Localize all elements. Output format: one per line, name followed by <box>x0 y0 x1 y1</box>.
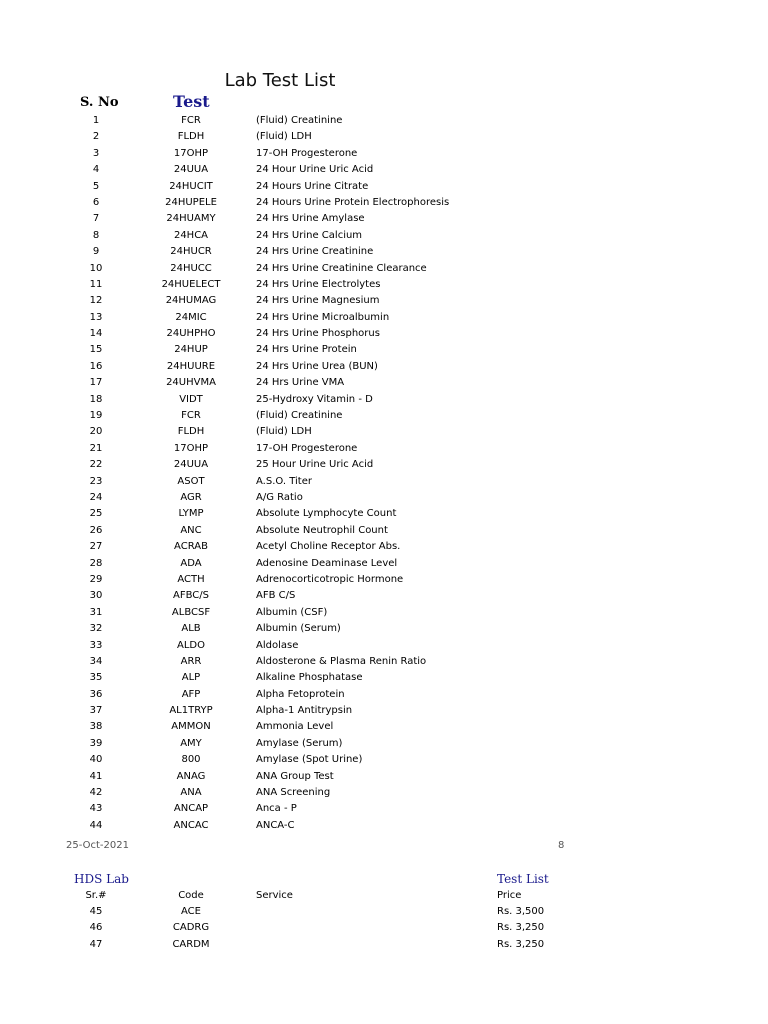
table-row <box>0 752 768 768</box>
table-row <box>0 785 768 801</box>
row-number: 30 <box>89 590 103 602</box>
table-row <box>0 179 768 195</box>
table-row <box>0 719 768 735</box>
row-number: 9 <box>92 246 100 258</box>
test-code: 24HUMAG <box>165 295 217 307</box>
test-code: 17OHP <box>173 147 209 159</box>
test-code: ASOT <box>177 475 205 487</box>
test-code: 17OHP <box>173 442 209 454</box>
test-code: 24HUURE <box>166 360 216 372</box>
test-list-table <box>0 113 768 834</box>
row-number: 36 <box>89 688 103 700</box>
table-row <box>0 818 768 834</box>
table-row <box>0 392 768 408</box>
test-name: Adrenocorticotropic Hormone <box>256 573 404 585</box>
table-row <box>0 261 768 277</box>
table-row <box>0 113 768 129</box>
row-number: 43 <box>89 803 103 815</box>
row-number: 39 <box>89 737 103 749</box>
row-number: 25 <box>89 508 103 520</box>
test-name: Acetyl Choline Receptor Abs. <box>256 541 401 553</box>
row-number: 28 <box>89 557 103 569</box>
table-row <box>0 621 768 637</box>
row-number: 27 <box>89 541 103 553</box>
row-number: 20 <box>89 426 103 438</box>
test-name: (Fluid) LDH <box>256 426 312 438</box>
test-code: AL1TRYP <box>169 705 213 717</box>
test-name: ANCA-C <box>256 819 295 831</box>
test-name: 24 Hour Urine Uric Acid <box>256 164 374 176</box>
test-code: 24HUP <box>174 344 208 356</box>
table-row <box>0 474 768 490</box>
test-code: CARDM <box>172 938 210 950</box>
test-code: ALP <box>181 672 201 684</box>
row-number: 1 <box>92 115 100 126</box>
table-row <box>0 801 768 817</box>
test-name: 24 Hrs Urine Electrolytes <box>256 278 381 290</box>
test-code: LYMP <box>178 508 204 520</box>
row-number: 7 <box>92 213 100 225</box>
table-row <box>0 244 768 260</box>
test-code: ALBCSF <box>171 606 211 618</box>
table-row <box>0 228 768 244</box>
test-name: Absolute Lymphocyte Count <box>256 508 397 520</box>
table-row <box>0 441 768 457</box>
row-number: 19 <box>89 410 103 422</box>
test-name: 24 Hrs Urine Calcium <box>256 229 363 241</box>
test-name: 17-OH Progesterone <box>256 442 358 454</box>
row-number: 11 <box>89 278 103 290</box>
page-number: 8 <box>558 840 565 851</box>
table-row <box>0 359 768 375</box>
row-number: 47 <box>89 938 103 950</box>
column-header-price: Price <box>497 890 522 901</box>
test-name: 24 Hrs Urine Creatinine <box>256 246 374 258</box>
table-row <box>0 375 768 391</box>
test-code: ADA <box>180 557 202 569</box>
test-code: VIDT <box>179 393 203 405</box>
test-name: Albumin (Serum) <box>256 623 341 635</box>
test-code: ALDO <box>177 639 205 651</box>
test-code: FCR <box>181 115 201 126</box>
test-name: 24 Hrs Urine Creatinine Clearance <box>256 262 427 274</box>
test-name: 24 Hours Urine Citrate <box>256 180 369 192</box>
test-name: Absolute Neutrophil Count <box>256 524 388 536</box>
test-code: 24MIC <box>175 311 207 323</box>
test-code: 24HUCIT <box>169 180 213 192</box>
column-header-code: Code <box>178 890 204 901</box>
test-name: Amylase (Serum) <box>256 737 343 749</box>
row-number: 12 <box>89 295 103 307</box>
row-number: 41 <box>89 770 103 782</box>
test-name: (Fluid) Creatinine <box>256 410 343 422</box>
test-name: (Fluid) Creatinine <box>256 115 343 126</box>
test-name: Albumin (CSF) <box>256 606 328 618</box>
test-code: 24HUCC <box>170 262 212 274</box>
test-code: 24UHVMA <box>166 377 216 389</box>
test-code: ANA <box>180 787 202 799</box>
test-name: AFB C/S <box>256 590 296 602</box>
table-row <box>0 572 768 588</box>
row-number: 33 <box>89 639 103 651</box>
test-code: ALB <box>181 623 201 635</box>
table-row <box>0 457 768 473</box>
row-number: 44 <box>89 819 103 831</box>
test-code: ARR <box>180 655 202 667</box>
test-code: 24HCA <box>173 229 209 241</box>
test-code: 24HUELECT <box>161 278 221 290</box>
test-name: Ammonia Level <box>256 721 334 733</box>
row-number: 3 <box>92 147 100 159</box>
price-list-table <box>0 904 768 953</box>
table-row <box>0 195 768 211</box>
test-code: AMMON <box>171 721 211 733</box>
table-row <box>0 523 768 539</box>
test-code: 24HUPELE <box>165 196 217 208</box>
row-number: 34 <box>89 655 103 667</box>
test-code: ACE <box>181 906 201 917</box>
table-row <box>0 920 768 936</box>
table-row <box>0 408 768 424</box>
test-name: 24 Hrs Urine VMA <box>256 377 345 389</box>
row-number: 14 <box>89 328 103 340</box>
test-code: ANCAP <box>173 803 209 815</box>
list-title: Test List <box>497 872 549 886</box>
table-row <box>0 638 768 654</box>
row-number: 37 <box>89 705 103 717</box>
test-code: FLDH <box>177 426 205 438</box>
table-row <box>0 687 768 703</box>
test-code: FCR <box>181 410 201 422</box>
test-name: A.S.O. Titer <box>256 475 312 487</box>
table-row <box>0 539 768 555</box>
row-number: 35 <box>89 672 103 684</box>
row-number: 22 <box>89 459 103 471</box>
footer-date: 25-Oct-2021 <box>66 840 129 851</box>
page-title: Lab Test List <box>224 70 336 91</box>
row-number: 4 <box>92 164 100 176</box>
table-row <box>0 146 768 162</box>
table-row <box>0 736 768 752</box>
test-name: Amylase (Spot Urine) <box>256 754 363 766</box>
row-number: 2 <box>92 131 100 143</box>
table-row <box>0 769 768 785</box>
table-row <box>0 310 768 326</box>
table-row <box>0 424 768 440</box>
test-name: Anca - P <box>256 803 297 815</box>
table-row <box>0 904 768 920</box>
test-name: 25 Hour Urine Uric Acid <box>256 459 374 471</box>
test-code: CADRG <box>172 922 210 934</box>
row-number: 18 <box>89 393 103 405</box>
row-number: 45 <box>89 906 103 917</box>
test-name: Adenosine Deaminase Level <box>256 557 398 569</box>
table-row <box>0 588 768 604</box>
test-code: AGR <box>180 491 202 503</box>
row-number: 42 <box>89 787 103 799</box>
table-row <box>0 556 768 572</box>
test-code: FLDH <box>177 131 205 143</box>
table-row <box>0 937 768 953</box>
row-number: 13 <box>89 311 103 323</box>
price-value: Rs. 3,250 <box>497 938 545 950</box>
test-name: 24 Hrs Urine Amylase <box>256 213 365 225</box>
table-row <box>0 654 768 670</box>
test-code: 24HUAMY <box>166 213 216 225</box>
row-number: 32 <box>89 623 103 635</box>
test-name: (Fluid) LDH <box>256 131 312 143</box>
row-number: 23 <box>89 475 103 487</box>
row-number: 15 <box>89 344 103 356</box>
test-name: ANA Screening <box>256 787 331 799</box>
price-value: Rs. 3,500 <box>497 906 545 917</box>
row-number: 31 <box>89 606 103 618</box>
row-number: 38 <box>89 721 103 733</box>
test-name: Alpha-1 Antitrypsin <box>256 705 353 717</box>
test-name: 24 Hrs Urine Phosphorus <box>256 328 380 340</box>
test-name: 24 Hrs Urine Magnesium <box>256 295 380 307</box>
row-number: 16 <box>89 360 103 372</box>
test-name: Aldolase <box>256 639 299 651</box>
test-code: 24UUA <box>173 459 209 471</box>
test-name: A/G Ratio <box>256 491 303 503</box>
test-name: Alpha Fetoprotein <box>256 688 345 700</box>
table-row <box>0 605 768 621</box>
test-name: 25-Hydroxy Vitamin - D <box>256 393 373 405</box>
test-name: 17-OH Progesterone <box>256 147 358 159</box>
table-row <box>0 342 768 358</box>
table-row <box>0 326 768 342</box>
test-code: ACTH <box>177 573 205 585</box>
test-name: ANA Group Test <box>256 770 334 782</box>
test-code: ANAG <box>176 770 206 782</box>
column-header-test: Test <box>173 92 210 111</box>
column-header-sr: Sr.# <box>85 890 107 901</box>
table-row <box>0 277 768 293</box>
test-code: ANC <box>180 524 202 536</box>
test-code: AFBC/S <box>173 590 209 602</box>
test-code: AMY <box>180 737 202 749</box>
table-row <box>0 490 768 506</box>
row-number: 5 <box>92 180 100 192</box>
row-number: 10 <box>89 262 103 274</box>
test-name: 24 Hrs Urine Microalbumin <box>256 311 390 323</box>
table-row <box>0 703 768 719</box>
row-number: 8 <box>92 229 100 241</box>
table-row <box>0 162 768 178</box>
test-code: 800 <box>181 754 201 766</box>
table-row <box>0 129 768 145</box>
row-number: 17 <box>89 377 103 389</box>
test-name: Alkaline Phosphatase <box>256 672 363 684</box>
test-code: ANCAC <box>173 819 209 831</box>
price-value: Rs. 3,250 <box>497 922 545 934</box>
test-name: 24 Hrs Urine Protein <box>256 344 357 356</box>
table-row <box>0 293 768 309</box>
row-number: 26 <box>89 524 103 536</box>
test-name: Aldosterone & Plasma Renin Ratio <box>256 655 427 667</box>
row-number: 6 <box>92 196 100 208</box>
lab-name: HDS Lab <box>74 872 129 886</box>
table-row <box>0 506 768 522</box>
row-number: 24 <box>89 491 103 503</box>
test-code: 24UHPHO <box>166 328 216 340</box>
row-number: 40 <box>89 754 103 766</box>
row-number: 46 <box>89 922 103 934</box>
row-number: 21 <box>89 442 103 454</box>
test-name: 24 Hours Urine Protein Electrophoresis <box>256 196 450 208</box>
test-code: 24HUCR <box>170 246 212 258</box>
test-code: ACRAB <box>174 541 208 553</box>
table-row <box>0 211 768 227</box>
test-code: 24UUA <box>173 164 209 176</box>
table-row <box>0 670 768 686</box>
column-header-service: Service <box>256 890 293 901</box>
test-name: 24 Hrs Urine Urea (BUN) <box>256 360 378 372</box>
column-header-sno: S. No <box>80 95 119 110</box>
test-code: AFP <box>181 688 201 700</box>
row-number: 29 <box>89 573 103 585</box>
